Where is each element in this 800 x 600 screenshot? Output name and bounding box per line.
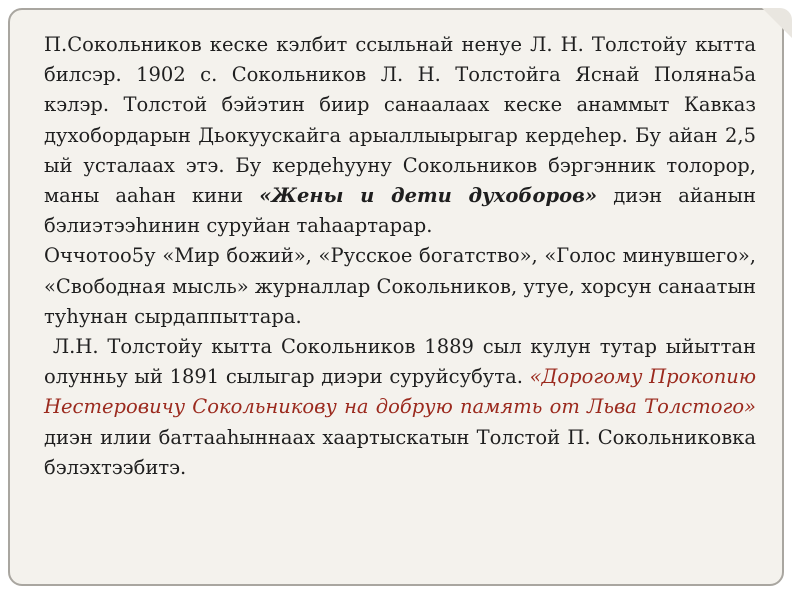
corner-fold-decoration bbox=[762, 8, 792, 38]
paragraph-3-text: Л.Н. Толстойу кытта Сокольников 1889 сыл кулун тутар ыйыттан олунньу ый 1891 сылыгар диэри суруйсубута. bbox=[44, 335, 763, 389]
paragraph-1-text: П.Сокольников кеске кэлбит ссыльнай ненуе Л. Н. Толстойу кытта билсэр. 1902 с. Сокольников Л. Н. Толстойга Яснай Поляна5а кэлэр. Толстой бэйэтин биир санаалаах кеске анаммыт Кавказ духобордарын Дьокуускайга арыаллыырыгар кердеһер. Бу айан 2,5 ый усталаах этэ. Бу кердеһууну Сокольников бэргэнник толорор, маны ааһан кини bbox=[44, 33, 756, 208]
text-body bbox=[44, 30, 763, 483]
paragraph-1 bbox=[44, 30, 756, 241]
paragraph-2 bbox=[44, 241, 756, 332]
paragraph-1-tail: диэн айанын бэлиэтээһинин суруйан таһаартарар. bbox=[44, 184, 756, 238]
book-title-emphasis: «Жены и дети духоборов» bbox=[259, 184, 598, 208]
paragraph-3-tail: диэн илии баттааһыннаах хаартыскатын Толстой П. Сокольниковка бэлэхтээбитэ. bbox=[44, 395, 763, 479]
paragraph-2-text: Оччотоо5у «Мир божий», «Русское богатство», «Голос минувшего», «Свободная мысль» журналлар Сокольников, утуе, хорсун санаатын туһунан сырдаппыттара. bbox=[44, 244, 756, 328]
dedication-inscription: «Дорогому Прокопию Нестеровичу Сокольникову на добрую память от Льва Толстого» bbox=[44, 365, 763, 419]
paragraph-3 bbox=[44, 332, 763, 483]
